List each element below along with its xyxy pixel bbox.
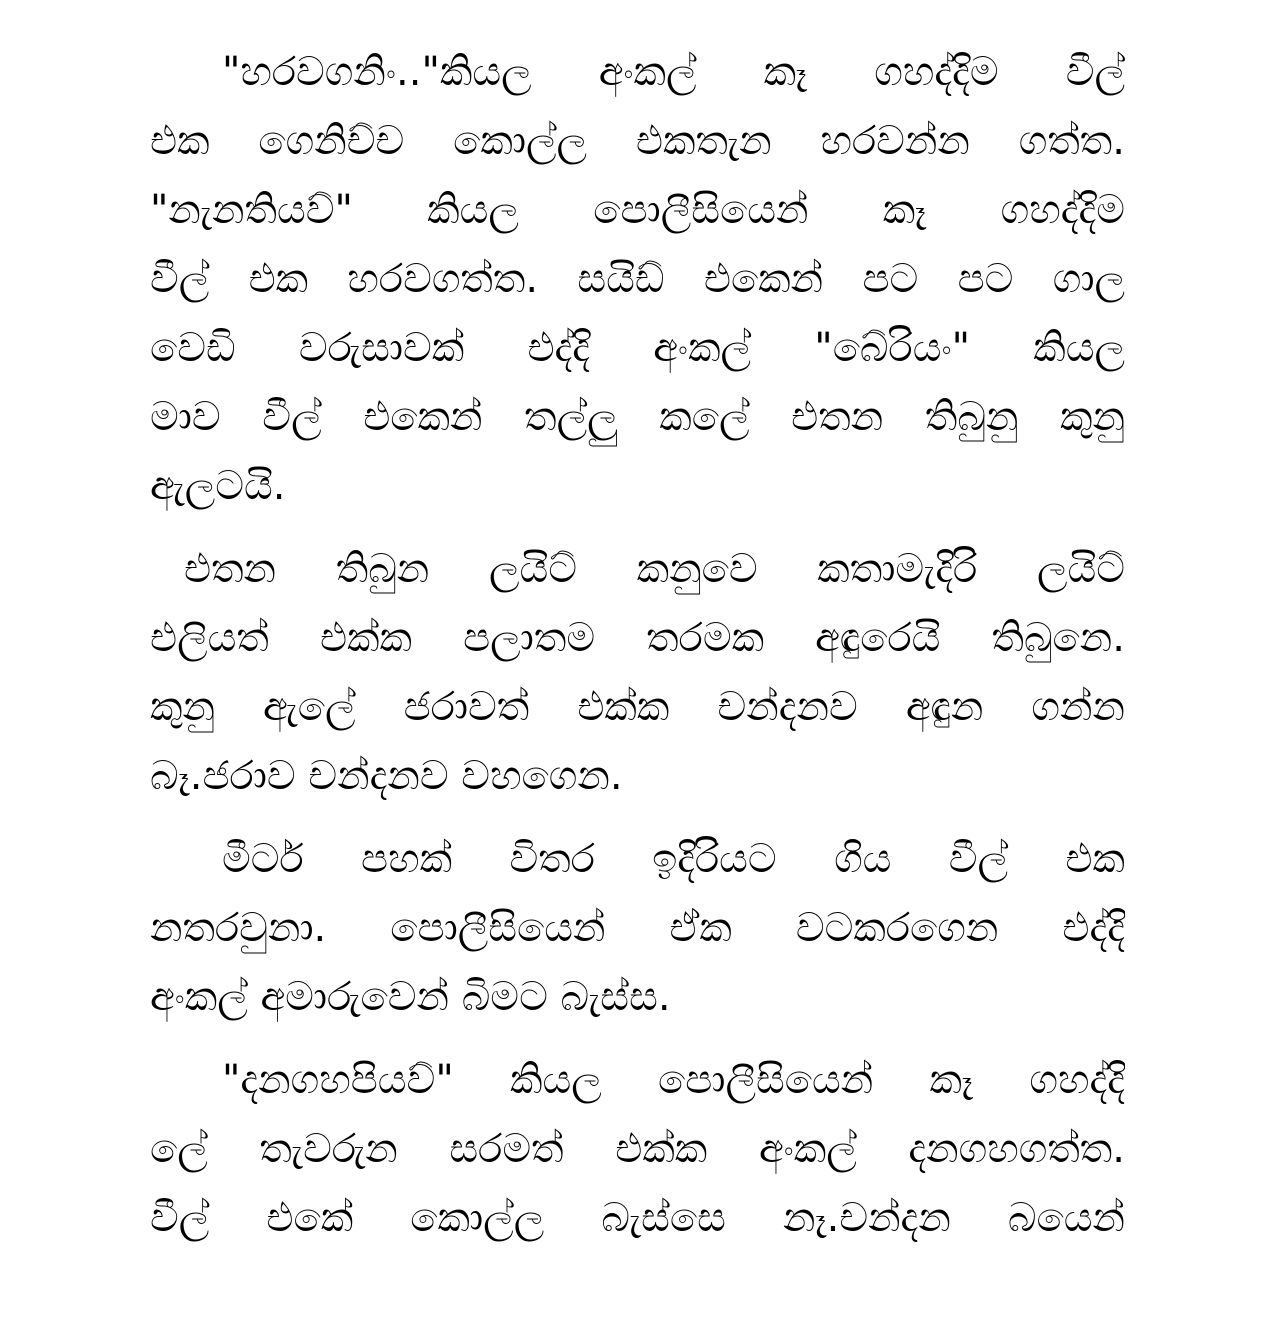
text-line: "දනගහපියව්" කියල පොලීසියෙන් කෑ ගහද්දි: [222, 1057, 1125, 1103]
text-line: ලේ තැවරුන සරමත් එක්ක අංකල් දනගහගත්ත.: [150, 1126, 1125, 1172]
text-line: වෙඩි වරුසාවක් එද්දි අංකල් "බේරියං" කියල: [150, 325, 1125, 371]
text-line: "නැනතියව්" කියල පොලීසියෙන් කෑ ගහද්දිම: [150, 187, 1125, 233]
text-line: මාව වීල් එකෙන් තල්ලු කලේ එතන තිබුනු කුනු: [150, 394, 1125, 440]
text-line: එක ගෙනිච්ච කොල්ල එකතැන හරවන්න ගත්ත.: [150, 118, 1125, 164]
text-line: වීල් එක හරවගත්ත. සයිඩ් එකෙන් පට පට ගාල: [150, 256, 1125, 302]
text-line: අංකල් අමාරුවෙන් බිමට බැස්ස.: [150, 974, 671, 1020]
text-line: මීටර් පහක් විතර ඉදිරියට ගිය වීල් එක: [222, 836, 1125, 882]
text-line: ඇලටයි.: [150, 463, 286, 509]
text-line: එතන තිබුන ලයිට් කනුවෙ කතාමැදිරි ලයිට්: [184, 546, 1125, 592]
paragraph-4: [150, 1046, 1125, 1253]
text-line: වීල් එකේ කොල්ල බැස්සෙ නෑ.චන්දන බයෙන්: [150, 1195, 1125, 1241]
text-line: බෑ.ජරාව චන්දනව වහගෙන.: [150, 753, 623, 799]
text-line: "හරවගනිං.."කියල අංකල් කෑ ගහද්දිම වීල්: [222, 49, 1125, 95]
text-line: කුනු ඇලේ ජරාවත් එක්ක චන්දනව අඳුන ගන්න: [150, 684, 1125, 730]
paragraph-3: [150, 825, 1125, 1032]
document-page: [150, 38, 1125, 1267]
paragraph-1: [150, 38, 1125, 521]
text-line: එලියත් එක්ක පලාතම තරමක අඳුරෙයි තිබුනෙ.: [150, 615, 1125, 661]
text-line: නතරවුනා. පොලීසියෙන් ඒක වටකරගෙන එද්දි: [150, 905, 1125, 951]
paragraph-2: [150, 535, 1125, 811]
